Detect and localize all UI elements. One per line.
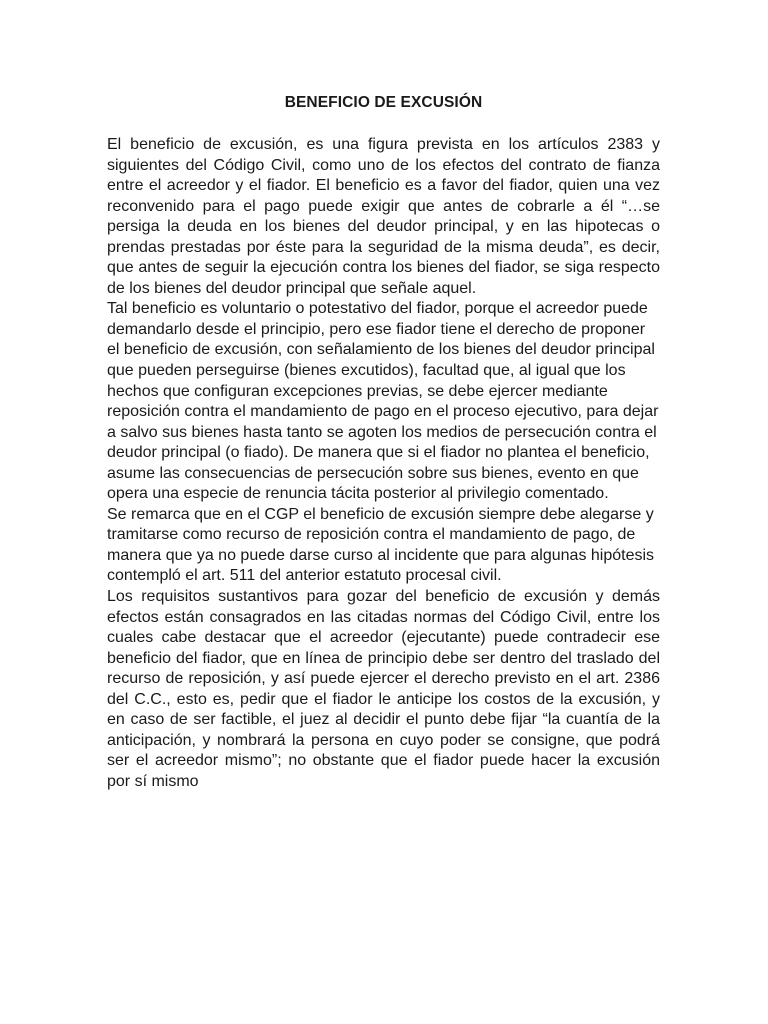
document-page — [107, 93, 660, 793]
paragraph-3: Se remarca que en el CGP el beneficio de excusión siempre debe alegarse y tramitarse como recurso de reposición contra el mandamiento de pago, de manera que ya no puede darse curso al incidente que para algunas hipótesis contempló el art. 511 del anterior estatuto procesal civil. — [107, 505, 655, 585]
paragraph-1: El beneficio de excusión, es una figura prevista en los artículos 2383 y siguientes del Código Civil, como uno de los efectos del contrato de fianza entre el acreedor y el fiador. El beneficio es a favor del fiador, quien una vez reconvenido para el pago puede exigir que antes de cobrarle a él “…se persiga la deuda en los bienes del deudor principal, y en las hipotecas o prendas prestadas por éste para la seguridad de la misma deuda”, es decir, que antes de seguir la ejecución contra los bienes del fiador, se siga respecto de los bienes del deudor principal que señale aquel. — [107, 136, 660, 297]
document-title: BENEFICIO DE EXCUSIÓN — [284, 94, 483, 111]
paragraph-2: Tal beneficio es voluntario o potestativo del fiador, porque el acreedor puede demandarlo desde el principio, pero ese fiador tiene el derecho de proponer el beneficio de excusión, con señalamiento de los bienes del deudor principal que pueden perseguirse (bienes excutidos), facultad que, al igual que los hechos que configuran excepciones previas, se debe ejercer mediante reposición contra el mandamiento de pago en el proceso ejecutivo, para dejar a salvo sus bienes hasta tanto se agoten los medios de persecución contra el deudor principal (o fiado). De manera que si el fiador no plantea el beneficio, asume las consecuencias de persecución sobre sus bienes, evento en que opera una especie de renuncia tácita posterior al privilegio comentado. — [107, 300, 659, 503]
paragraph-4: Los requisitos sustantivos para gozar del beneficio de excusión y demás efectos están consagrados en las citadas normas del Código Civil, entre los cuales cabe destacar que el acreedor (ejecutante) puede contradecir ese beneficio del fiador, que en línea de principio debe ser dentro del traslado del recurso de reposición, y así puede ejercer el derecho previsto en el art. 2386 del C.C., esto es, pedir que el fiador le anticipe los costos de la excusión, y en caso de ser factible, el juez al decidir el punto debe fijar “la cuantía de la anticipación, y nombrará la persona en cuyo poder se consigne, que podrá ser el acreedor mismo”; no obstante que el fiador puede hacer la excusión por sí mismo — [107, 588, 660, 790]
